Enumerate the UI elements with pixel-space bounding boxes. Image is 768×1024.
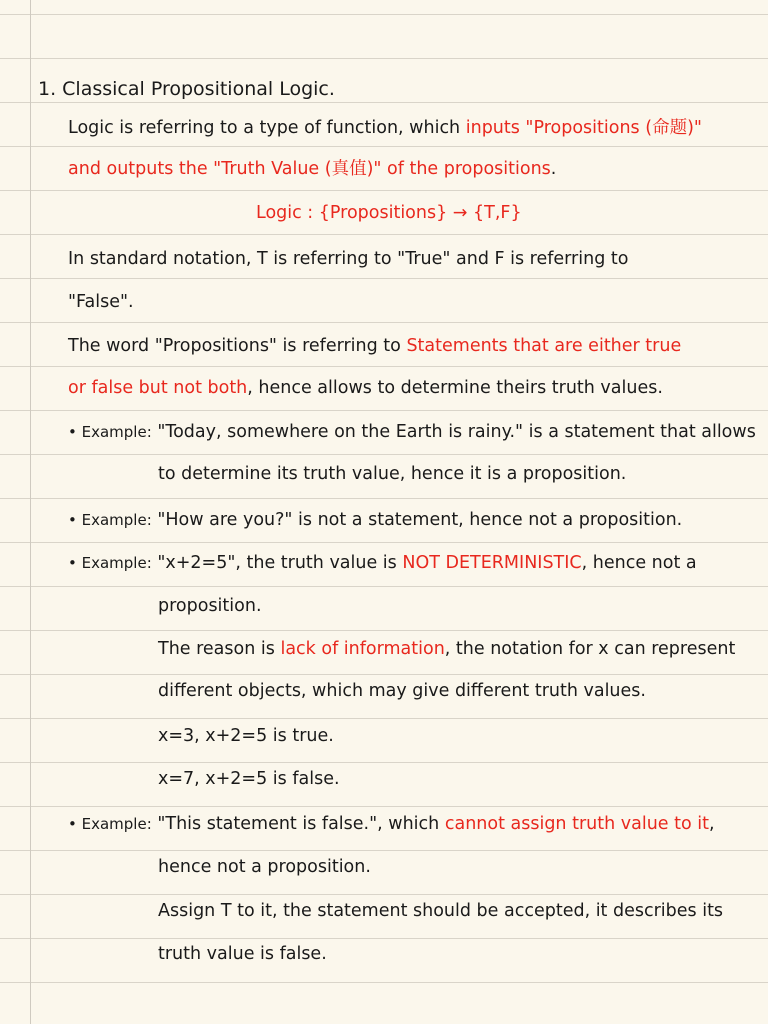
example-1-line-2: to determine its truth value, hence it is a proposition. bbox=[158, 464, 627, 484]
example-4-line-4: truth value is false. bbox=[158, 944, 327, 964]
example-label: • Example: bbox=[68, 511, 152, 529]
propositions-line-2: or false but not both, hence allows to determine theirs truth values. bbox=[68, 378, 663, 398]
reason-line-1: The reason is lack of information, the notation for x can represent bbox=[158, 639, 736, 659]
notation-line-1: In standard notation, T is referring to "True" and F is referring to bbox=[68, 249, 629, 269]
example-4-line-1: • Example: "This statement is false.", which cannot assign truth value to it, bbox=[68, 814, 715, 834]
example-4-line-2: hence not a proposition. bbox=[158, 857, 371, 877]
example-1-line-1: • Example: "Today, somewhere on the Earth is rainy." is a statement that allows bbox=[68, 422, 756, 442]
example-3-line-1: • Example: "x+2=5", the truth value is NOT DETERMINISTIC, hence not a bbox=[68, 553, 697, 573]
example-3-line-2: proposition. bbox=[158, 596, 262, 616]
definition-line-2: and outputs the "Truth Value (真值)" of the propositions. bbox=[68, 159, 557, 179]
notation-line-2: "False". bbox=[68, 292, 134, 312]
example-4-line-3: Assign T to it, the statement should be accepted, it describes its bbox=[158, 901, 724, 921]
example-label: • Example: bbox=[68, 554, 152, 572]
section-heading: 1. Classical Propositional Logic. bbox=[38, 78, 335, 100]
example-2-line-1: • Example: "How are you?" is not a statement, hence not a proposition. bbox=[68, 510, 683, 530]
case-true: x=3, x+2=5 is true. bbox=[158, 726, 334, 746]
example-label: • Example: bbox=[68, 423, 152, 441]
propositions-line-1: The word "Propositions" is referring to Statements that are either true bbox=[68, 336, 682, 356]
case-false: x=7, x+2=5 is false. bbox=[158, 769, 340, 789]
example-label: • Example: bbox=[68, 815, 152, 833]
definition-line-1: Logic is referring to a type of function, which inputs "Propositions (命题)" bbox=[68, 118, 702, 138]
logic-formula: Logic : {Propositions} → {T,F} bbox=[256, 203, 522, 223]
reason-line-2: different objects, which may give different truth values. bbox=[158, 681, 646, 701]
